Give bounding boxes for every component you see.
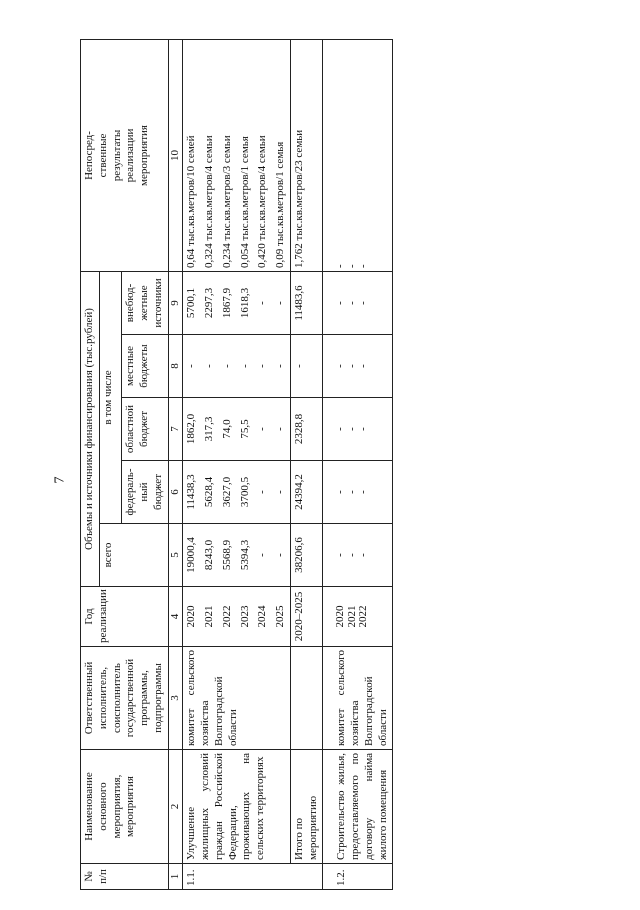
col-number: 7 [168,398,183,461]
year-cell: 2022 [219,587,237,647]
item-name: Улучшение жилищных условий граждан Российской Федерации, проживающих на сельских территориях [183,750,291,864]
dash: - [345,301,358,305]
year-cell: 2024 [254,587,272,647]
col-number: 1 [168,864,183,890]
regional-cell: - [254,398,272,461]
dash: - [345,490,358,494]
col-number: 10 [168,39,183,271]
result-cell: 0,09 тыс.кв.метров/1 семья [272,39,290,271]
dash: - [345,427,358,431]
regional-cell: 317,3 [201,398,219,461]
header-including: в том числе [99,271,122,523]
result-cell: 0,234 тыс.кв.метров/3 семьи [219,39,237,271]
federal-cell: 3700,5 [237,461,255,524]
federal-cell: 11438,3 [183,461,201,524]
header-executor: Ответственный исполнитель, соисполнитель государственной программы, подпрограммы [81,647,169,750]
result-cell: 0,324 тыс.кв.метров/4 семьи [201,39,219,271]
year-cell: 2020 [183,587,201,647]
year-list [323,587,393,647]
col-number: 9 [168,271,183,334]
result-cell: 0,64 тыс.кв.метров/10 семей [183,39,201,271]
federal-cell: - [272,461,290,524]
header-num: № п/п [81,864,169,890]
total-cell: 38206,6 [290,524,323,587]
header-local: местные бюджеты [122,335,168,398]
year-cell: 2022 [357,605,370,628]
total-label: Итого по мероприятию [290,750,323,864]
offbudget-cell: 5700,1 [183,271,201,334]
col-number: 4 [168,587,183,647]
federal-dashes [323,461,393,524]
dash: - [334,264,347,268]
result-dashes [323,39,393,271]
offbudget-cell: - [272,271,290,334]
offbudget-cell: 1618,3 [237,271,255,334]
item-executor: комитет сельского хозяйства Волгоградской области [183,647,291,750]
federal-cell: 3627,0 [219,461,237,524]
total-executor-empty [290,647,323,750]
col-number: 8 [168,335,183,398]
local-cell: - [237,335,255,398]
dash: - [357,301,370,305]
federal-cell: - [254,461,272,524]
dash: - [345,364,358,368]
header-total: всего [99,524,168,587]
local-cell: - [201,335,219,398]
dash: - [357,364,370,368]
header-federal: федераль- ный бюджет [122,461,168,524]
federal-cell: 5628,4 [201,461,219,524]
dash: - [357,264,370,268]
year-cell: 2021 [345,605,358,628]
regional-cell: - [272,398,290,461]
year-cell: 2020–2025 [290,587,323,647]
dash: - [334,553,347,557]
header-offbudget: внебюд- жетные источники [122,271,168,334]
header-name: Наименование основного мероприятия, мероприятия [81,750,169,864]
regional-cell: 1862,0 [183,398,201,461]
item-number: 1.1. [183,864,323,890]
dash: - [334,490,347,494]
dash: - [357,427,370,431]
dash: - [345,553,358,557]
total-dashes [323,524,393,587]
page-number: 7 [52,476,68,484]
local-cell: - [219,335,237,398]
dash: - [345,264,358,268]
local-dashes [323,335,393,398]
regional-cell: 74,0 [219,398,237,461]
local-cell: - [290,335,323,398]
local-cell: - [272,335,290,398]
item-executor: комитет сельского хозяйства Волгоградской области [323,647,393,750]
header-funding: Объемы и источники финансирования (тыс.рублей) [81,271,100,586]
dash: - [334,364,347,368]
total-cell: - [272,524,290,587]
total-cell: 5568,9 [219,524,237,587]
offbudget-cell: 2297,3 [201,271,219,334]
col-number: 2 [168,750,183,864]
year-cell: 2025 [272,587,290,647]
federal-cell: 24394,2 [290,461,323,524]
header-result: Непосред- ственные результаты реализации мероприятия [81,39,169,271]
rotated-table-container [80,40,620,890]
result-cell: 0,420 тыс.кв.метров/4 семьи [254,39,272,271]
local-cell: - [183,335,201,398]
offbudget-cell: - [254,271,272,334]
funding-table [80,39,393,890]
total-cell: 5394,3 [237,524,255,587]
result-cell: 0,054 тыс.кв.метров/1 семья [237,39,255,271]
item-name: Строительство жилья, предоставляемого по договору найма жилого помещения [323,750,393,864]
dash: - [357,553,370,557]
total-cell: 19000,4 [183,524,201,587]
regional-cell: 75,5 [237,398,255,461]
total-cell: 8243,0 [201,524,219,587]
col-number: 6 [168,461,183,524]
year-cell: 2020 [334,605,347,628]
result-cell: 1,762 тыс.кв.метров/23 семьи [290,39,323,271]
item-number: 1.2. [323,864,393,890]
regional-dashes [323,398,393,461]
regional-cell: 2328,8 [290,398,323,461]
header-year: Год реализации [81,587,169,647]
header-regional: областной бюджет [122,398,168,461]
total-cell: - [254,524,272,587]
dash: - [334,301,347,305]
dash: - [334,427,347,431]
dash: - [357,490,370,494]
year-cell: 2023 [237,587,255,647]
offbudget-cell: 11483,6 [290,271,323,334]
offbudget-dashes [323,271,393,334]
offbudget-cell: 1867,9 [219,271,237,334]
local-cell: - [254,335,272,398]
col-number: 5 [168,524,183,587]
year-cell: 2021 [201,587,219,647]
col-number: 3 [168,647,183,750]
